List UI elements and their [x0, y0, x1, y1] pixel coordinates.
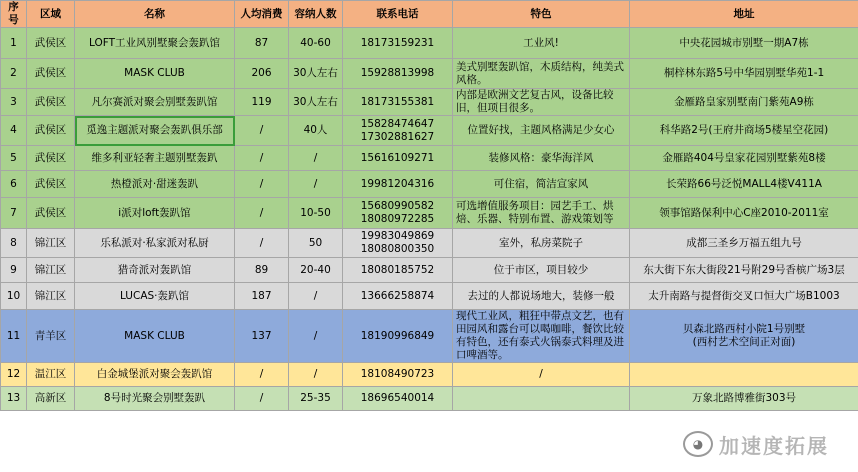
cell-feature[interactable]: 内部是欧洲文艺复古风，设备比较旧，但项目很多。	[453, 89, 630, 116]
cell-address[interactable]: 长荣路66号泛悦MALL4楼V411A	[630, 171, 858, 198]
cell-address[interactable]: 中央花园城市别墅一期A7栋	[630, 28, 858, 59]
cell-area[interactable]: 温江区	[27, 363, 75, 387]
cell-name[interactable]: 热橙派对·甜迷轰趴	[75, 171, 235, 198]
cell-no[interactable]: 2	[1, 59, 27, 89]
cell-no[interactable]: 10	[1, 283, 27, 310]
cell-feature[interactable]: 美式别墅轰趴馆，木质结构，纯美式风格。	[453, 59, 630, 89]
table-row	[1, 116, 858, 146]
cell-phone[interactable]: 15828474647 17302881627	[343, 116, 453, 146]
cell-name[interactable]: LOFT工业风别墅聚会轰趴馆	[75, 28, 235, 59]
cell-phone[interactable]: 19983049869 18080800350	[343, 229, 453, 258]
cell-price[interactable]: /	[235, 146, 289, 171]
cell-no[interactable]: 11	[1, 310, 27, 363]
cell-no[interactable]: 1	[1, 28, 27, 59]
cell-phone[interactable]: 15616109271	[343, 146, 453, 171]
cell-address[interactable]: 太升南路与提督街交叉口恒大广场B1003	[630, 283, 858, 310]
cell-no[interactable]: 6	[1, 171, 27, 198]
cell-phone[interactable]: 18190996849	[343, 310, 453, 363]
cell-price[interactable]: /	[235, 171, 289, 198]
cell-price[interactable]: /	[235, 387, 289, 411]
cell-feature[interactable]: 位于市区，项目较少	[453, 258, 630, 283]
cell-area[interactable]: 锦江区	[27, 258, 75, 283]
cell-address[interactable]: 东大街下东大街段21号附29号香槟广场3层	[630, 258, 858, 283]
cell-address[interactable]: 金雁路皇家别墅南门紫苑A9栋	[630, 89, 858, 116]
column-header-price[interactable]: 人均消费	[235, 1, 289, 28]
table-row	[1, 146, 858, 171]
cell-feature[interactable]: 可住宿，简洁宣家风	[453, 171, 630, 198]
cell-feature[interactable]: 工业风!	[453, 28, 630, 59]
wechat-icon: ◕	[683, 431, 713, 457]
table-row	[1, 229, 858, 258]
cell-price[interactable]: /	[235, 229, 289, 258]
cell-address[interactable]: 桐梓林东路5号中华园别墅华苑1-1	[630, 59, 858, 89]
cell-name[interactable]: 觅逸主题派对聚会轰趴俱乐部	[75, 116, 235, 146]
cell-phone[interactable]: 18696540014	[343, 387, 453, 411]
cell-phone[interactable]: 19981204316	[343, 171, 453, 198]
cell-phone[interactable]: 15928813998	[343, 59, 453, 89]
cell-name[interactable]: 凡尔赛派对聚会别墅轰趴馆	[75, 89, 235, 116]
cell-phone[interactable]: 18173159231	[343, 28, 453, 59]
table-row	[1, 258, 858, 283]
cell-capacity[interactable]: 20-40	[289, 258, 343, 283]
cell-name[interactable]: 维多利亚轻奢主题别墅轰趴	[75, 146, 235, 171]
cell-address[interactable]	[630, 363, 858, 387]
table-row	[1, 59, 858, 89]
cell-name[interactable]: 8号时光聚会别墅轰趴	[75, 387, 235, 411]
cell-capacity[interactable]: /	[289, 310, 343, 363]
cell-name[interactable]: i派对loft轰趴馆	[75, 198, 235, 229]
cell-price[interactable]: 87	[235, 28, 289, 59]
table-row	[1, 89, 858, 116]
header-row	[1, 1, 858, 28]
cell-price[interactable]: 89	[235, 258, 289, 283]
cell-capacity[interactable]: 25-35	[289, 387, 343, 411]
cell-price[interactable]: /	[235, 116, 289, 146]
cell-area[interactable]: 武侯区	[27, 171, 75, 198]
cell-area[interactable]: 武侯区	[27, 198, 75, 229]
watermark	[683, 424, 858, 464]
cell-phone[interactable]: 13666258874	[343, 283, 453, 310]
cell-address[interactable]: 科华路2号(王府井商场5楼星空花园)	[630, 116, 858, 146]
cell-area[interactable]: 青羊区	[27, 310, 75, 363]
cell-phone[interactable]: 18108490723	[343, 363, 453, 387]
cell-name[interactable]: MASK CLUB	[75, 310, 235, 363]
table-row	[1, 363, 858, 387]
cell-no[interactable]: 3	[1, 89, 27, 116]
cell-capacity[interactable]: /	[289, 146, 343, 171]
cell-address[interactable]: 领事馆路保利中心C座2010-2011室	[630, 198, 858, 229]
cell-capacity[interactable]: 50	[289, 229, 343, 258]
cell-area[interactable]: 武侯区	[27, 116, 75, 146]
column-header-area[interactable]: 区域	[27, 1, 75, 28]
cell-address[interactable]: 贝森北路西村小院1号别墅 (西村艺术空间正对面)	[630, 310, 858, 363]
column-header-address[interactable]: 地址	[630, 1, 858, 28]
cell-area[interactable]: 武侯区	[27, 59, 75, 89]
cell-capacity[interactable]: /	[289, 283, 343, 310]
cell-price[interactable]: 206	[235, 59, 289, 89]
cell-area[interactable]: 锦江区	[27, 283, 75, 310]
cell-no[interactable]: 8	[1, 229, 27, 258]
cell-phone[interactable]: 18080185752	[343, 258, 453, 283]
cell-address[interactable]: 金雁路404号皇家花园别墅紫苑8楼	[630, 146, 858, 171]
cell-feature[interactable]: 室外，私房菜院子	[453, 229, 630, 258]
cell-area[interactable]: 高新区	[27, 387, 75, 411]
cell-no[interactable]: 4	[1, 116, 27, 146]
column-header-phone[interactable]: 联系电话	[343, 1, 453, 28]
cell-capacity[interactable]: /	[289, 363, 343, 387]
table-row	[1, 283, 858, 310]
cell-address[interactable]: 成都三圣乡万福五组九号	[630, 229, 858, 258]
cell-name[interactable]: 白金城堡派对聚会轰趴馆	[75, 363, 235, 387]
cell-no[interactable]: 12	[1, 363, 27, 387]
table-row	[1, 198, 858, 229]
cell-feature[interactable]: 可选增值服务项目：园艺手工、烘焙、乐器、特别布置、游戏策划等	[453, 198, 630, 229]
column-header-feature[interactable]: 特色	[453, 1, 630, 28]
column-header-capacity[interactable]: 容纳人数	[289, 1, 343, 28]
table-row	[1, 28, 858, 59]
cell-area[interactable]: 武侯区	[27, 146, 75, 171]
cell-no[interactable]: 13	[1, 387, 27, 411]
column-header-name[interactable]: 名称	[75, 1, 235, 28]
cell-capacity[interactable]: 40-60	[289, 28, 343, 59]
cell-feature[interactable]: 现代工业风，粗狂中带点文艺，也有田园风和露台可以喝咖啡，餐饮比较有特色，还有泰式火锅泰式料理及进口啤酒等。	[453, 310, 630, 363]
cell-feature[interactable]: /	[453, 363, 630, 387]
cell-capacity[interactable]: 10-50	[289, 198, 343, 229]
table-row	[1, 310, 858, 363]
cell-no[interactable]: 9	[1, 258, 27, 283]
cell-no[interactable]: 7	[1, 198, 27, 229]
cell-price[interactable]: /	[235, 198, 289, 229]
cell-address[interactable]: 万象北路博雅街303号	[630, 387, 858, 411]
cell-price[interactable]: 137	[235, 310, 289, 363]
cell-feature[interactable]: 位置好找，主题风格满足少女心	[453, 116, 630, 146]
cell-name[interactable]: 猎奇派对轰趴馆	[75, 258, 235, 283]
cell-price[interactable]: /	[235, 363, 289, 387]
cell-area[interactable]: 锦江区	[27, 229, 75, 258]
cell-area[interactable]: 武侯区	[27, 28, 75, 59]
cell-capacity[interactable]: /	[289, 171, 343, 198]
cell-capacity[interactable]: 30人左右	[289, 59, 343, 89]
cell-phone[interactable]: 15680990582 18080972285	[343, 198, 453, 229]
cell-feature[interactable]: 装修风格：豪华海洋风	[453, 146, 630, 171]
cell-name[interactable]: 乐私派对·私家派对私厨	[75, 229, 235, 258]
table-row	[1, 171, 858, 198]
table-row	[1, 387, 858, 411]
cell-feature[interactable]: 去过的人都说场地大，装修一般	[453, 283, 630, 310]
cell-phone[interactable]: 18173155381	[343, 89, 453, 116]
cell-feature[interactable]	[453, 387, 630, 411]
column-header-no[interactable]: 序号	[1, 1, 27, 28]
cell-price[interactable]: 187	[235, 283, 289, 310]
cell-no[interactable]: 5	[1, 146, 27, 171]
cell-name[interactable]: LUCAS·轰趴馆	[75, 283, 235, 310]
cell-capacity[interactable]: 30人左右	[289, 89, 343, 116]
cell-name[interactable]: MASK CLUB	[75, 59, 235, 89]
cell-capacity[interactable]: 40人	[289, 116, 343, 146]
cell-price[interactable]: 119	[235, 89, 289, 116]
watermark-text: 加速度拓展	[719, 433, 829, 458]
cell-area[interactable]: 武侯区	[27, 89, 75, 116]
